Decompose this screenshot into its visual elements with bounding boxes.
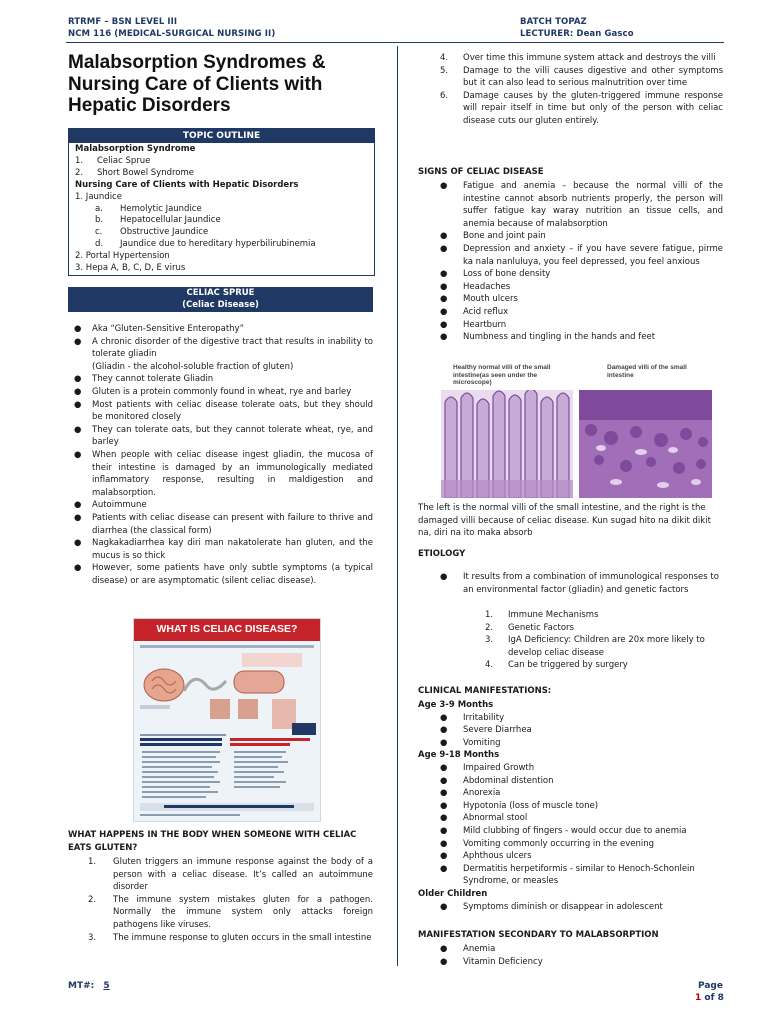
list-item: ● Numbness and tingling in the hands and feet — [440, 332, 656, 343]
heading-etiology: ETIOLOGY — [418, 549, 466, 559]
column-divider — [397, 46, 398, 966]
list-item: 6. Damage causes by the gluten-triggered immune response will repair itself in time but only of the person with celiac disease cuts our gluten entirely. — [440, 90, 723, 126]
header-lecturer: LECTURER: Dean Gasco — [520, 29, 634, 39]
etiology-factors — [418, 609, 723, 672]
header-batch: BATCH TOPAZ — [520, 17, 587, 27]
list-item: 1. Immune Mechanisms — [485, 610, 599, 620]
list-item: ● Fatigue and anemia – because the normal villi of the intestine cannot absorb nutrients properly, the person will suffer fatigue kay waray nutrition an tissue cells, and anemia because of malabsorption — [440, 181, 723, 229]
list-item: 2. The immune system mistakes gluten for a pathogen. Normally the immune system only attacks foreign pathogens like viruses. — [88, 894, 373, 930]
outline-subitem: d. Jaundice due to hereditary hyperbilirubinemia — [95, 239, 316, 250]
list-item: ● Severe Diarrhea — [440, 725, 532, 736]
heading-secondary-manifestation: MANIFESTATION SECONDARY TO MALABSORPTION — [418, 930, 659, 940]
list-item: ● A chronic disorder of the digestive tract that results in inability to tolerate gliadin (Gliadin - the alcohol-soluble fraction of gluten) — [74, 336, 373, 372]
list-item: ● Anorexia — [440, 788, 501, 799]
banner-subtitle: (Celiac Disease) — [182, 299, 259, 310]
list-item: ● Aphthous ulcers — [440, 851, 532, 862]
list-item: ● Gluten is a protein commonly found in wheat, rye and barley — [74, 386, 352, 397]
list-item: 1. Gluten triggers an immune response against the body of a person with a celiac disease. It’s called an autoimmune disorder — [88, 857, 373, 893]
list-item: ● Abnormal stool — [440, 813, 528, 824]
outline-item: 2. Short Bowel Syndrome — [75, 167, 195, 178]
footer-page-total: of 8 — [704, 993, 724, 1003]
list-item: ● They can tolerate oats, but they cannot tolerate wheat, rye, and barley — [74, 424, 373, 448]
list-item: ● Vomiting — [440, 737, 501, 748]
what-happens-list — [68, 856, 373, 944]
villi-image — [441, 390, 712, 498]
list-item: ● Irritability — [440, 712, 505, 723]
villi-micrograph — [441, 364, 712, 498]
list-item: ● They cannot tolerate Gliadin — [74, 374, 214, 385]
signs-list — [418, 180, 723, 344]
clinical-list — [418, 699, 723, 913]
heading-signs: SIGNS OF CELIAC DISEASE — [418, 167, 544, 177]
list-item: ● However, some patients have only subtle symptoms (a typical disease) or are asymptomatic (silent celiac disease). — [74, 563, 373, 586]
footer-mt-value: 5 — [103, 981, 110, 991]
list-item: ● Loss of bone density — [440, 269, 551, 280]
header-course-level: RTRMF – BSN LEVEL III — [68, 17, 178, 27]
list-item: ● Most patients with celiac disease tolerate oats, but they should be monitored closely — [74, 399, 373, 423]
list-item: 5. Damage to the villi causes digestive and other symptoms but it can also lead to serious malnutrition over time — [440, 65, 723, 89]
list-item: ● Headaches — [440, 281, 511, 292]
etiology-list — [418, 571, 723, 596]
footer-page-current: 1 — [695, 993, 702, 1003]
list-item: ● It results from a combination of immunological responses to an environmental factor (gliadin) and genetic factors — [440, 572, 719, 595]
infographic-title: WHAT IS CELIAC DISEASE? — [134, 619, 320, 641]
celiac-bullet-list — [68, 323, 373, 587]
villi-label-damaged: Damaged villi of the small intestine — [607, 364, 687, 379]
age-group-label: Age 9-18 Months — [418, 750, 500, 761]
banner-title: CELIAC SPRUE — [186, 288, 255, 298]
list-item: ● Mouth ulcers — [440, 294, 518, 305]
topic-outline-heading: TOPIC OUTLINE — [69, 129, 374, 143]
villi-label-healthy: Healthy normal villi of the small intestine(as seen under the microscope) — [453, 364, 551, 386]
outline-item: 1. Celiac Sprue — [75, 155, 151, 166]
topic-outline — [68, 128, 375, 276]
list-item: ● Anemia — [440, 944, 496, 954]
list-item: ● When people with celiac disease ingest gliadin, the mucosa of their intestine is damaged by an immunologically mediated inflammatory response, resulting in maldigestion and malabsorption. — [74, 449, 373, 498]
outline-subitem: c. Obstructive Jaundice — [95, 227, 209, 238]
list-item: ● Bone and joint pain — [440, 231, 546, 242]
list-item: ● Impaired Growth — [440, 762, 535, 773]
list-item: ● Symptoms diminish or disappear in adolescent — [440, 901, 663, 912]
gliadin-note: (Gliadin - the alcohol-soluble fraction of gluten) — [92, 361, 294, 372]
list-item: ● Vomiting commonly occurring in the evening — [440, 838, 655, 849]
list-item: ● Patients with celiac disease can present with failure to thrive and diarrhea (the classical form) — [74, 512, 373, 536]
outline-item: 3. Hepa A, B, C, D, E virus — [75, 263, 186, 274]
header-divider — [66, 42, 724, 43]
outline-item: 2. Portal Hypertension — [75, 251, 170, 262]
age-group-label: Age 3-9 Months — [418, 700, 494, 710]
outline-subitem: b. Hepatocellular Jaundice — [95, 215, 221, 226]
outline-item: 1. Jaundice — [75, 191, 122, 202]
footer-mt-label: MT#: — [68, 981, 95, 991]
list-item: ● Abdominal distention — [440, 775, 554, 786]
secondary-list — [418, 943, 723, 968]
list-item: 3. IgA Deficiency: Children are 20x more likely to develop celiac disease — [485, 635, 705, 658]
list-item: ● Nagkakadiarrhea kay diri man nakatolerate han gluten, and the mucus is so thick — [74, 538, 373, 561]
list-item: 4. Can be triggered by surgery — [485, 660, 628, 671]
list-item: ● Mild clubbing of fingers - would occur due to anemia — [440, 825, 687, 836]
section-banner-celiac — [68, 287, 373, 312]
list-item: ● Depression and anxiety – if you have severe fatigue, pirme ka nala nanluluya, you feel depressed, you feel anxious — [440, 243, 723, 267]
footer-page-label: Page — [698, 981, 723, 991]
outline-subitem: a. Hemolytic Jaundice — [95, 203, 202, 214]
outline-section: Nursing Care of Clients with Hepatic Disorders — [75, 179, 299, 190]
list-item: 3. The immune response to gluten occurs in the small intestine — [88, 932, 372, 943]
list-item: 2. Genetic Factors — [485, 622, 574, 633]
what-happens-list-continued — [418, 52, 723, 128]
outline-section: Malabsorption Syndrome — [75, 144, 196, 154]
list-item: ● Hypotonia (loss of muscle tone) — [440, 800, 599, 811]
celiac-infographic — [133, 618, 321, 822]
list-item: ● Aka “Gluten-Sensitive Enteropathy” — [74, 324, 244, 334]
villi-caption: The left is the normal villi of the small intestine, and the right is the damaged villi because of celiac disease. Kun sugad hito na dikit dikit na, diri na ito maka absorb — [418, 503, 711, 539]
list-item: 4. Over time this immune system attack and destroys the villi — [440, 53, 716, 63]
age-group-label: Older Children — [418, 888, 488, 899]
list-item: ● Vitamin Deficiency — [440, 956, 543, 967]
heading-clinical-manifestations: CLINICAL MANIFESTATIONS: — [418, 686, 552, 696]
list-item: ● Autoimmune — [74, 500, 147, 511]
header-course-title: NCM 116 (MEDICAL-SURGICAL NURSING II) — [68, 29, 276, 39]
infographic-illustration — [134, 641, 320, 821]
list-item: ● Dermatitis herpetiformis - similar to Henoch-Schonlein Syndrome, or measles — [440, 863, 695, 887]
heading-what-happens: WHAT HAPPENS IN THE BODY WHEN SOMEONE WITH CELIAC EATS GLUTEN? — [68, 830, 357, 853]
page-title: Malabsorption Syndromes & Nursing Care of Clients with Hepatic Disorders — [68, 52, 326, 116]
footer-module-tag — [68, 981, 116, 991]
list-item: ● Acid reflux — [440, 306, 509, 317]
footer-page-number — [695, 993, 724, 1003]
list-item: ● Heartburn — [440, 319, 507, 330]
